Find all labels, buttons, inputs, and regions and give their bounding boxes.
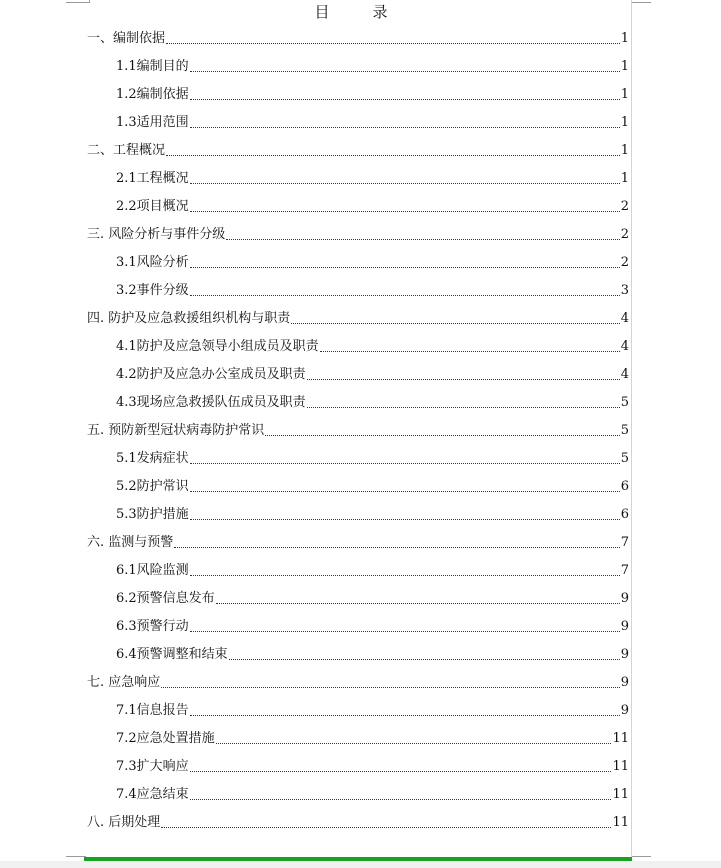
toc-entry[interactable] bbox=[87, 671, 629, 691]
toc-dot-leader bbox=[190, 182, 620, 184]
toc-dot-leader bbox=[190, 798, 612, 800]
toc-entry-page-number: 5 bbox=[620, 423, 629, 438]
toc-dot-leader bbox=[174, 546, 619, 548]
toc-entry[interactable] bbox=[116, 391, 629, 411]
toc-entry-label: 5.3防护措施 bbox=[116, 507, 189, 522]
toc-dot-leader bbox=[291, 322, 619, 324]
toc-entry[interactable] bbox=[87, 27, 629, 47]
toc-entry-page-number: 11 bbox=[612, 731, 629, 746]
toc-entry-page-number: 11 bbox=[612, 815, 629, 830]
crop-mark-bottom-left bbox=[66, 856, 86, 857]
crop-mark-bottom-right bbox=[631, 856, 651, 857]
toc-entry-page-number: 4 bbox=[620, 311, 629, 326]
page-footer-gap bbox=[0, 861, 721, 868]
toc-dot-leader bbox=[265, 434, 619, 436]
toc-entry-page-number: 3 bbox=[620, 283, 629, 298]
page-margin-line bbox=[631, 0, 632, 860]
toc-entry-label: 一、编制依据 bbox=[87, 31, 166, 46]
toc-entry[interactable] bbox=[116, 615, 629, 635]
toc-entry-label: 6.2预警信息发布 bbox=[116, 591, 215, 606]
toc-entry-label: 六. 监测与预警 bbox=[87, 535, 174, 550]
toc-entry-label: 三. 风险分析与事件分级 bbox=[87, 227, 226, 242]
toc-entry-page-number: 6 bbox=[620, 507, 629, 522]
toc-entry[interactable] bbox=[116, 55, 629, 75]
toc-entry-label: 四. 防护及应急救援组织机构与职责 bbox=[87, 311, 291, 326]
toc-dot-leader bbox=[190, 266, 620, 268]
toc-entry-page-number: 2 bbox=[620, 255, 629, 270]
toc-dot-leader bbox=[307, 406, 620, 408]
toc-entry-label: 1.2编制依据 bbox=[116, 87, 189, 102]
toc-entry[interactable] bbox=[116, 699, 629, 719]
toc-entry-page-number: 5 bbox=[620, 395, 629, 410]
toc-entry[interactable] bbox=[116, 251, 629, 271]
toc-entry-label: 6.4预警调整和结束 bbox=[116, 647, 228, 662]
toc-entry[interactable] bbox=[87, 139, 629, 159]
toc-entry[interactable] bbox=[116, 111, 629, 131]
toc-dot-leader bbox=[190, 210, 620, 212]
toc-entry[interactable] bbox=[116, 335, 629, 355]
toc-entry-page-number: 1 bbox=[620, 31, 629, 46]
toc-entry[interactable] bbox=[87, 223, 629, 243]
toc-dot-leader bbox=[166, 42, 620, 44]
toc-entry-label: 7.1信息报告 bbox=[116, 703, 189, 718]
toc-entry-label: 五. 预防新型冠状病毒防护常识 bbox=[87, 423, 265, 438]
toc-entry[interactable] bbox=[116, 727, 629, 747]
toc-dot-leader bbox=[216, 602, 620, 604]
toc-entry[interactable] bbox=[116, 559, 629, 579]
toc-entry-page-number: 1 bbox=[620, 115, 629, 130]
toc-entry[interactable] bbox=[116, 167, 629, 187]
toc-entry-label: 4.1防护及应急领导小组成员及职责 bbox=[116, 339, 319, 354]
toc-dot-leader bbox=[190, 518, 620, 520]
toc-entry-page-number: 2 bbox=[620, 199, 629, 214]
toc-entry-label: 八. 后期处理 bbox=[87, 815, 161, 830]
toc-entry-page-number: 7 bbox=[620, 535, 629, 550]
toc-entry-label: 七. 应急响应 bbox=[87, 675, 161, 690]
toc-dot-leader bbox=[190, 98, 620, 100]
toc-dot-leader bbox=[190, 294, 620, 296]
toc-entry-label: 4.2防护及应急办公室成员及职责 bbox=[116, 367, 306, 382]
toc-entry-label: 二、工程概况 bbox=[87, 143, 166, 158]
toc-title: 目 录 bbox=[314, 3, 402, 21]
toc-entry-page-number: 4 bbox=[620, 367, 629, 382]
toc-entry-label: 3.1风险分析 bbox=[116, 255, 189, 270]
toc-dot-leader bbox=[229, 658, 620, 660]
toc-entry[interactable] bbox=[116, 475, 629, 495]
toc-dot-leader bbox=[190, 714, 620, 716]
toc-entry[interactable] bbox=[116, 447, 629, 467]
toc-entry[interactable] bbox=[116, 783, 629, 803]
toc-entry-label: 3.2事件分级 bbox=[116, 283, 189, 298]
toc-entry-page-number: 4 bbox=[620, 339, 629, 354]
toc-entry-label: 2.2项目概况 bbox=[116, 199, 189, 214]
toc-entry-page-number: 9 bbox=[620, 591, 629, 606]
toc-entry-label: 4.3现场应急救援队伍成员及职责 bbox=[116, 395, 306, 410]
toc-entry-label: 5.1发病症状 bbox=[116, 451, 189, 466]
toc-entry-page-number: 11 bbox=[612, 759, 629, 774]
toc-entry-page-number: 1 bbox=[620, 59, 629, 74]
toc-entry-page-number: 9 bbox=[620, 703, 629, 718]
toc-entry-page-number: 7 bbox=[620, 563, 629, 578]
toc-entry-page-number: 11 bbox=[612, 787, 629, 802]
toc-entry[interactable] bbox=[87, 811, 629, 831]
toc-dot-leader bbox=[190, 770, 612, 772]
toc-dot-leader bbox=[226, 238, 619, 240]
toc-entry[interactable] bbox=[116, 195, 629, 215]
toc-entry-label: 1.3适用范围 bbox=[116, 115, 189, 130]
toc-entry-page-number: 1 bbox=[620, 143, 629, 158]
toc-entry-page-number: 5 bbox=[620, 451, 629, 466]
toc-entry[interactable] bbox=[87, 307, 629, 327]
toc-entry-page-number: 9 bbox=[620, 647, 629, 662]
toc-entry[interactable] bbox=[87, 531, 629, 551]
toc-entry-page-number: 6 bbox=[620, 479, 629, 494]
toc-entry-label: 7.3扩大响应 bbox=[116, 759, 189, 774]
toc-dot-leader bbox=[166, 154, 620, 156]
toc-entry-label: 6.3预警行动 bbox=[116, 619, 189, 634]
toc-entry-page-number: 2 bbox=[620, 227, 629, 242]
toc-dot-leader bbox=[190, 574, 620, 576]
toc-entry[interactable] bbox=[116, 83, 629, 103]
toc-dot-leader bbox=[320, 350, 620, 352]
toc-entry[interactable] bbox=[116, 755, 629, 775]
toc-entry-page-number: 9 bbox=[620, 675, 629, 690]
toc-entry-label: 7.2应急处置措施 bbox=[116, 731, 215, 746]
toc-entry[interactable] bbox=[116, 279, 629, 299]
toc-dot-leader bbox=[161, 686, 619, 688]
toc-entry-label: 6.1风险监测 bbox=[116, 563, 189, 578]
toc-dot-leader bbox=[161, 826, 611, 828]
toc-entry-label: 5.2防护常识 bbox=[116, 479, 189, 494]
toc-entry[interactable] bbox=[116, 643, 629, 663]
toc-entry[interactable] bbox=[87, 419, 629, 439]
toc-entry-label: 2.1工程概况 bbox=[116, 171, 189, 186]
toc-dot-leader bbox=[190, 462, 620, 464]
toc-entry-page-number: 9 bbox=[620, 619, 629, 634]
toc-entry[interactable] bbox=[116, 503, 629, 523]
toc-entry-page-number: 1 bbox=[620, 87, 629, 102]
toc-dot-leader bbox=[190, 126, 620, 128]
toc-entry[interactable] bbox=[116, 363, 629, 383]
toc-dot-leader bbox=[190, 490, 620, 492]
toc-entry-label: 7.4应急结束 bbox=[116, 787, 189, 802]
toc-entry-label: 1.1编制目的 bbox=[116, 59, 189, 74]
toc-dot-leader bbox=[307, 378, 620, 380]
toc-entry-page-number: 1 bbox=[620, 171, 629, 186]
toc-dot-leader bbox=[190, 630, 620, 632]
toc-dot-leader bbox=[190, 70, 620, 72]
toc-dot-leader bbox=[216, 742, 612, 744]
toc-entry[interactable] bbox=[116, 587, 629, 607]
